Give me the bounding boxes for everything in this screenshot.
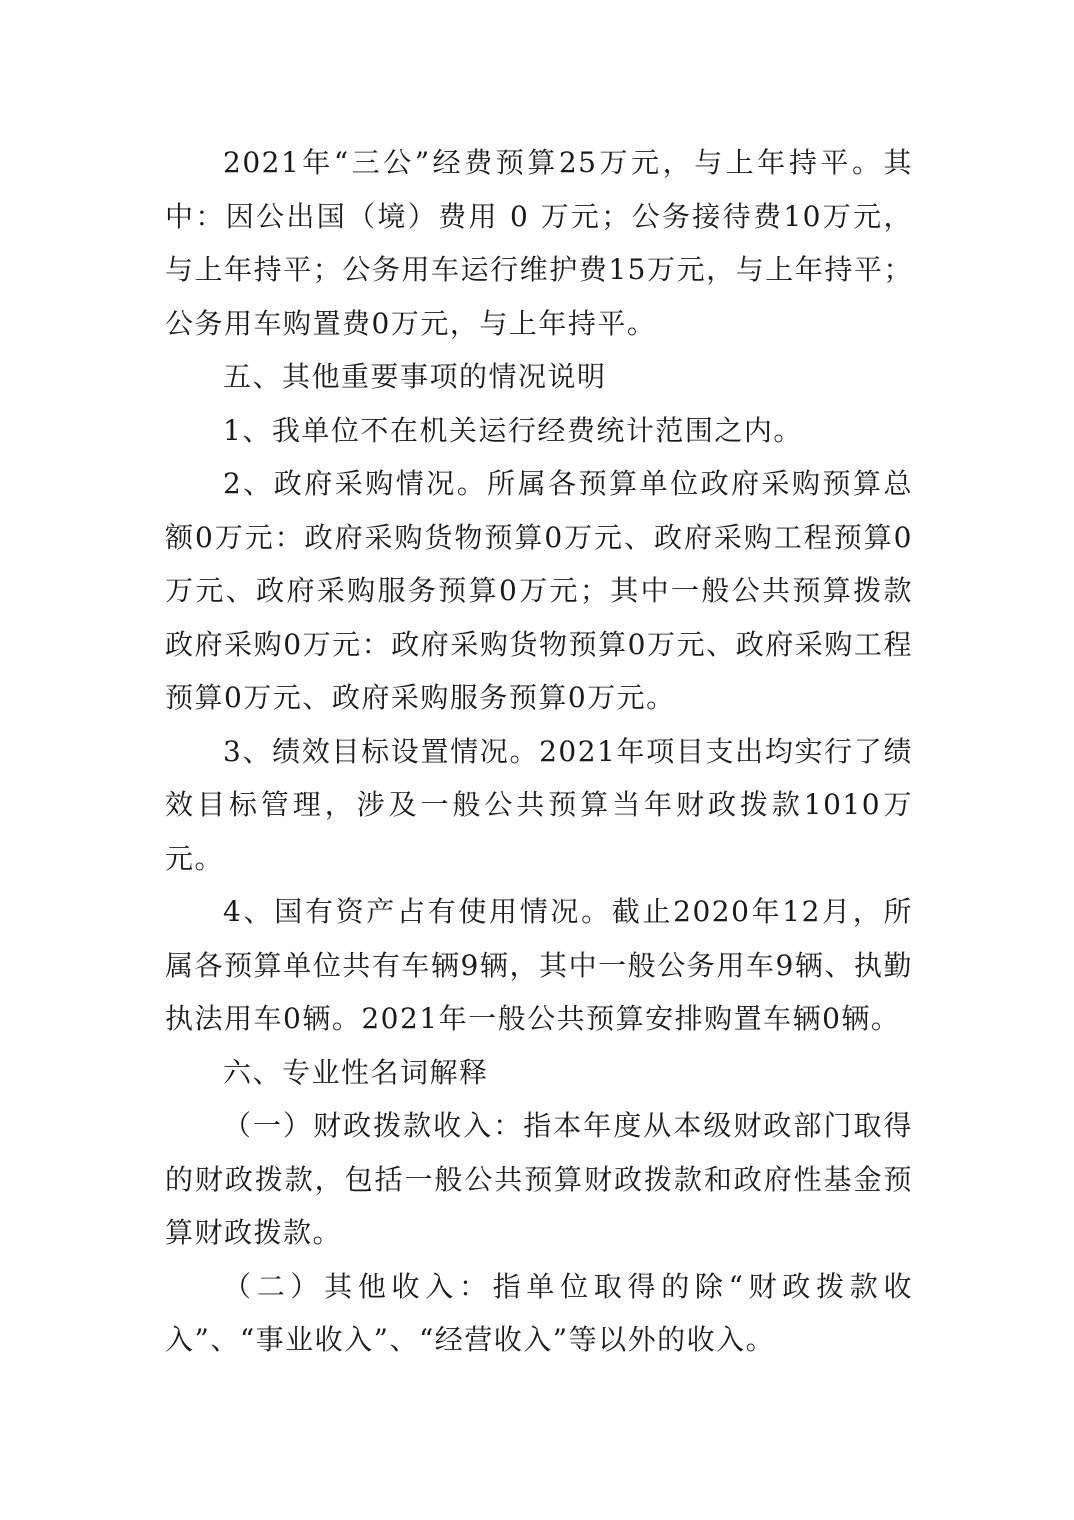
paragraph-government-procurement: 2、政府采购情况。所属各预算单位政府采购预算总额0万元：政府采购货物预算0万元、政府采购工程预算0万元、政府采购服务预算0万元；其中一般公共预算拨款政府采购0万元：政府采购货物预算0万元、政府采购工程预算0万元、政府采购服务预算0万元。 bbox=[165, 467, 913, 714]
paragraph-performance-targets: 3、绩效目标设置情况。2021年项目支出均实行了绩效目标管理，涉及一般公共预算当年财政拨款1010万元。 bbox=[165, 734, 913, 875]
document-body bbox=[165, 136, 913, 1367]
section-heading-other-matters: 五、其他重要事项的情况说明 bbox=[223, 360, 607, 393]
paragraph-sangong-budget: 2021年“三公”经费预算25万元，与上年持平。其中：因公出国（境）费用 0 万元；公务接待费10万元，与上年持平；公务用车运行维护费15万元，与上年持平；公务用车购置费0万元，与上年持平。 bbox=[165, 146, 913, 340]
paragraph-operating-expenses: 1、我单位不在机关运行经费统计范围之内。 bbox=[223, 413, 803, 447]
paragraph-other-income: （二）其他收入：指单位取得的除“财政拨款收入”、“事业收入”、“经营收入”等以外的收入。 bbox=[165, 1269, 913, 1356]
paragraph-fiscal-appropriation: （一）财政拨款收入：指本年度从本级财政部门取得的财政拨款，包括一般公共预算财政拨款和政府性基金预算财政拨款。 bbox=[165, 1109, 913, 1249]
section-heading-terminology: 六、专业性名词解释 bbox=[223, 1055, 489, 1089]
paragraph-state-assets: 4、国有资产占有使用情况。截止2020年12月，所属各预算单位共有车辆9辆，其中一般公务用车9辆、执勤执法用车0辆。2021年一般公共预算安排购置车辆0辆。 bbox=[165, 895, 913, 1035]
